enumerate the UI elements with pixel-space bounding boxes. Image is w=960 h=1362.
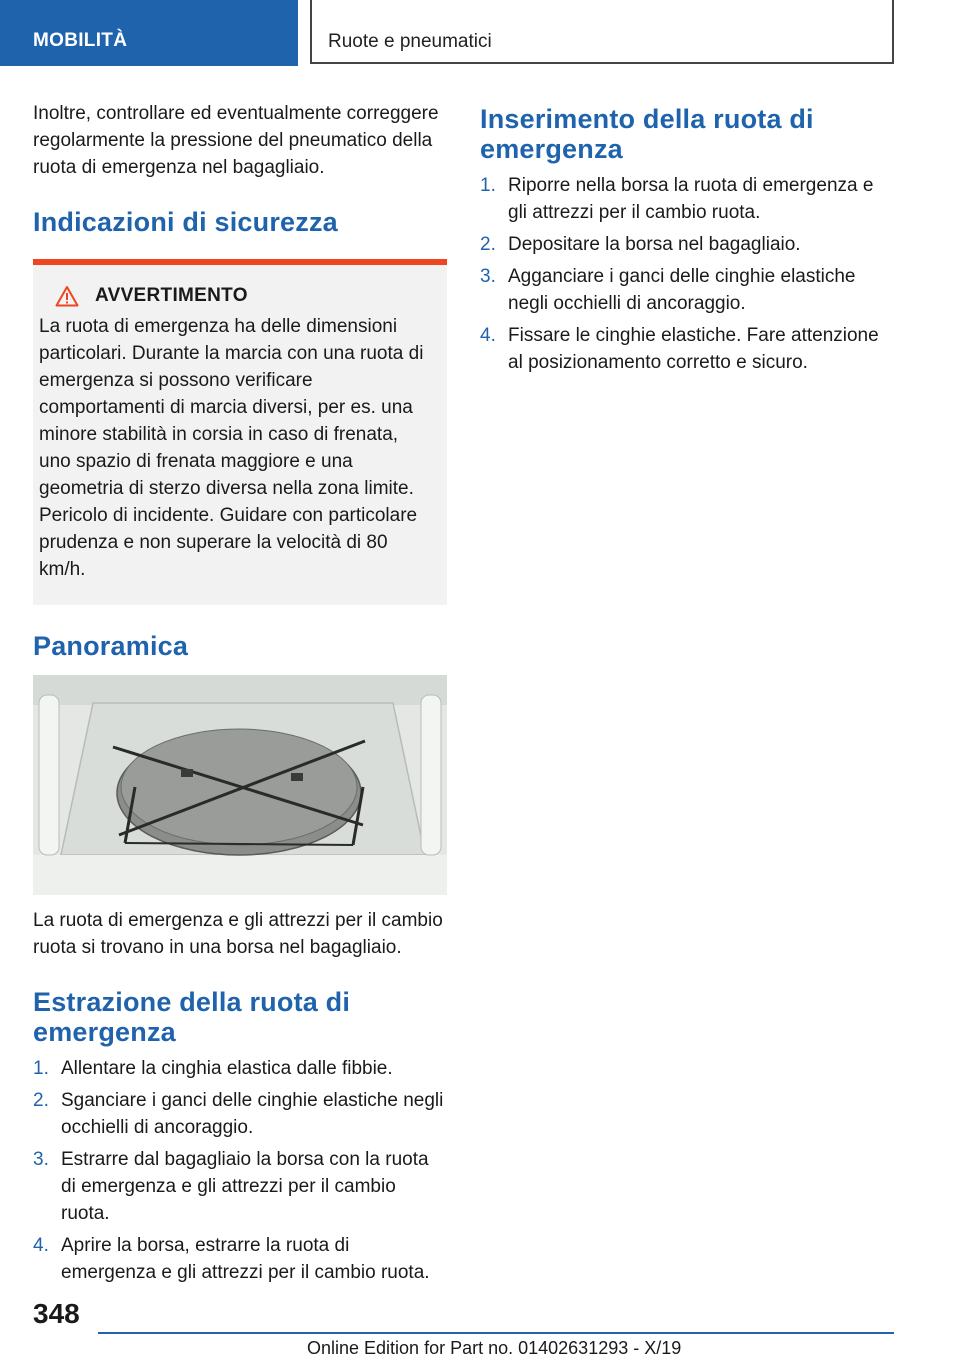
intro-paragraph: Inoltre, controllare ed eventualmente correggere regolarmente la pressione del pneumatico della ruota di emergenza nel bagagliaio. <box>33 103 439 178</box>
list-item <box>33 1146 447 1227</box>
list-item <box>33 1055 447 1082</box>
chapter-title: Ruote e pneumatici <box>310 0 894 64</box>
warning-header <box>39 285 433 307</box>
step-number: 4. <box>480 325 496 346</box>
spare-wheel-illustration <box>33 675 447 895</box>
page-header <box>0 0 960 66</box>
step-number: 3. <box>33 1149 49 1170</box>
step-number: 3. <box>480 266 496 287</box>
spare-wheel-figure <box>33 675 447 895</box>
step-text: Aprire la borsa, estrarre la ruota di emergenza e gli attrezzi per il cambio ruota. <box>61 1235 430 1283</box>
step-text: Estrarre dal bagagliaio la borsa con la ruota di emergenza e gli attrezzi per il cambio ruota. <box>61 1149 429 1224</box>
list-item <box>480 322 894 376</box>
step-text: Allentare la cinghia elastica dalle fibbie. <box>61 1058 393 1079</box>
step-number: 2. <box>33 1090 49 1111</box>
extraction-heading: Estrazione della ruota di emergenza <box>33 987 351 1047</box>
warning-triangle-icon <box>55 285 79 307</box>
warning-box <box>33 259 447 605</box>
step-text: Agganciare i ganci delle cinghie elastiche negli occhielli di ancoraggio. <box>508 266 856 314</box>
list-item <box>480 172 894 226</box>
list-item <box>33 1232 447 1286</box>
extraction-steps <box>33 1055 447 1286</box>
list-item <box>480 263 894 317</box>
step-text: Depositare la borsa nel bagagliaio. <box>508 234 801 255</box>
footer-divider <box>98 1332 894 1334</box>
step-number: 4. <box>33 1235 49 1256</box>
warning-text: La ruota di emergenza ha delle dimensioni particolari. Durante la marcia con una ruota di emergenza si possono verificare comportamenti di marcia diversi, per es. una minore stabilità in corsia in caso di frenata, uno spazio di frenata maggiore e una geometria di sterzo diversa nella zona limite. Pericolo di incidente. Guidare con particolare prudenza e non superare la velocità di 80 km/h. <box>39 316 424 580</box>
step-number: 2. <box>480 234 496 255</box>
edition-note: Online Edition for Part no. 01402631293 - X/19 <box>307 1338 682 1358</box>
step-text: Fissare le cinghie elastiche. Fare attenzione al posizionamento corretto e sicuro. <box>508 325 879 373</box>
page-number: 348 <box>33 1298 80 1329</box>
overview-heading: Panoramica <box>33 631 189 661</box>
list-item <box>33 1087 447 1141</box>
section-tab: MOBILITÀ <box>0 0 298 66</box>
figure-caption: La ruota di emergenza e gli attrezzi per il cambio ruota si trovano in una borsa nel bagagliaio. <box>33 910 443 958</box>
step-number: 1. <box>480 175 496 196</box>
step-text: Sganciare i ganci delle cinghie elastiche negli occhielli di ancoraggio. <box>61 1090 444 1138</box>
safety-heading: Indicazioni di sicurezza <box>33 207 338 237</box>
list-item <box>480 231 894 258</box>
warning-title: AVVERTIMENTO <box>95 285 248 306</box>
insertion-heading: Inserimento della ruota di emergenza <box>480 104 814 164</box>
left-column <box>33 100 447 1291</box>
insertion-steps <box>480 172 894 376</box>
step-number: 1. <box>33 1058 49 1079</box>
right-column <box>480 100 894 381</box>
step-text: Riporre nella borsa la ruota di emergenza e gli attrezzi per il cambio ruota. <box>508 175 874 223</box>
